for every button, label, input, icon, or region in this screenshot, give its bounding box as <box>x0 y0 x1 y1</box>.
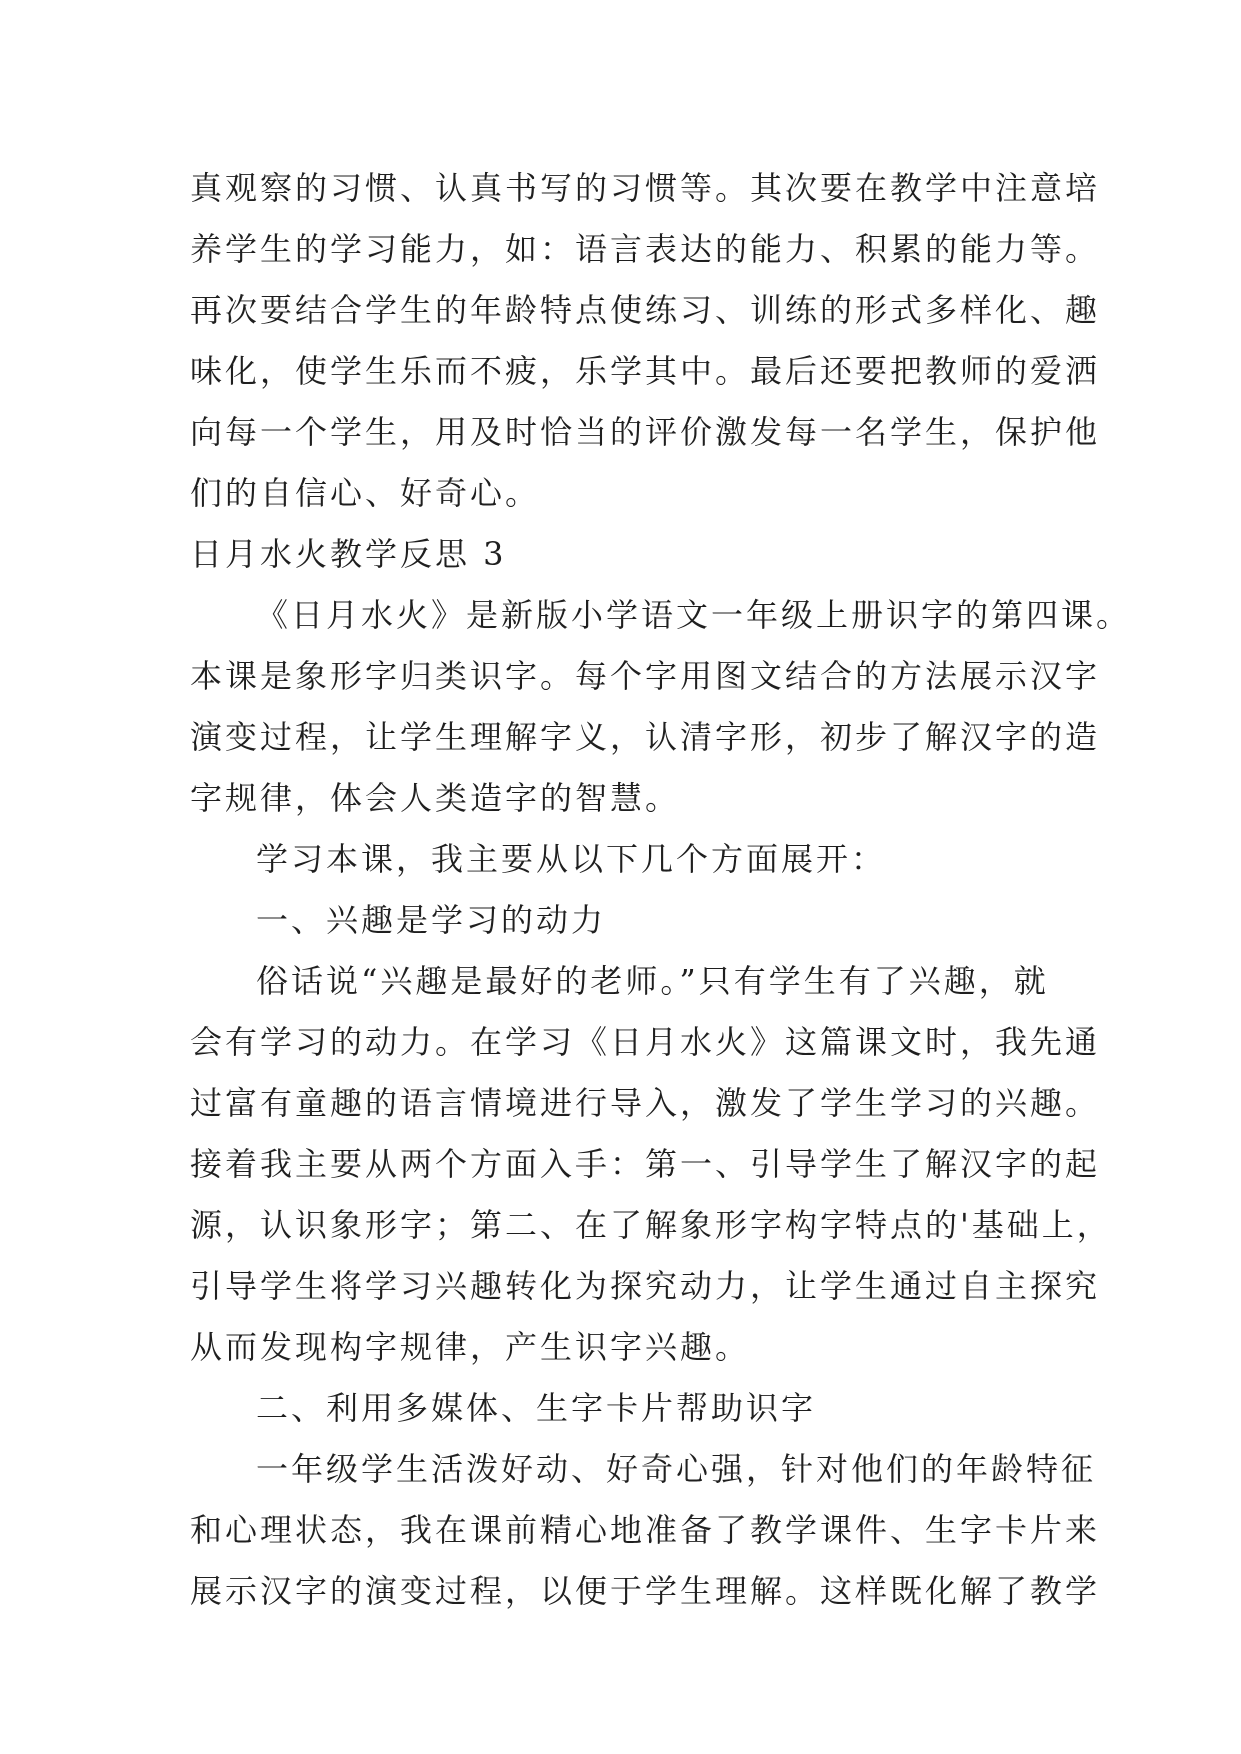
text-line: 展示汉字的演变过程，以便于学生理解。这样既化解了教学 <box>190 1572 1101 1610</box>
text-line: 再次要结合学生的年龄特点使练习、训练的形式多样化、趣 <box>190 291 1101 329</box>
text-line: 向每一个学生，用及时恰当的评价激发每一名学生，保护他 <box>190 413 1101 451</box>
text-line: 演变过程，让学生理解字义，认清字形，初步了解汉字的造 <box>190 718 1101 756</box>
text-line: 味化，使学生乐而不疲，乐学其中。最后还要把教师的爱洒 <box>190 352 1101 390</box>
text-line: 们的自信心、好奇心。 <box>190 474 541 512</box>
text-line: 会有学习的动力。在学习《日月水火》这篇课文时，我先通 <box>190 1023 1101 1061</box>
paragraph-first-line: 一年级学生活泼好动、好奇心强，针对他们的年龄特征 <box>256 1450 1097 1488</box>
text-line: 过富有童趣的语言情境进行导入，激发了学生学习的兴趣。 <box>190 1084 1101 1122</box>
text-line: 从而发现构字规律，产生识字兴趣。 <box>190 1328 751 1366</box>
subheading: 二、利用多媒体、生字卡片帮助识字 <box>256 1389 817 1427</box>
subheading: 一、兴趣是学习的动力 <box>256 901 607 939</box>
paragraph-first-line: 《日月水火》是新版小学语文一年级上册识字的第四课。 <box>256 596 1132 634</box>
section-title: 日月水火教学反思 3 <box>190 535 507 573</box>
text-line: 字规律，体会人类造字的智慧。 <box>190 779 681 817</box>
text-line: 本课是象形字归类识字。每个字用图文结合的方法展示汉字 <box>190 657 1101 695</box>
text-line: 接着我主要从两个方面入手：第一、引导学生了解汉字的起 <box>190 1145 1101 1183</box>
text-line: 源，认识象形字；第二、在了解象形字构字特点的'基础上， <box>190 1206 1112 1244</box>
text-line: 和心理状态，我在课前精心地准备了教学课件、生字卡片来 <box>190 1511 1101 1549</box>
paragraph-first-line: 学习本课，我主要从以下几个方面展开： <box>256 840 887 878</box>
text-line: 真观察的习惯、认真书写的习惯等。其次要在教学中注意培 <box>190 169 1101 207</box>
paragraph-first-line: 俗话说“兴趣是最好的老师。”只有学生有了兴趣，就 <box>256 962 1049 1000</box>
text-line: 引导学生将学习兴趣转化为探究动力，让学生通过自主探究 <box>190 1267 1101 1305</box>
document-body <box>190 158 1132 1622</box>
text-line: 养学生的学习能力，如：语言表达的能力、积累的能力等。 <box>190 230 1101 268</box>
